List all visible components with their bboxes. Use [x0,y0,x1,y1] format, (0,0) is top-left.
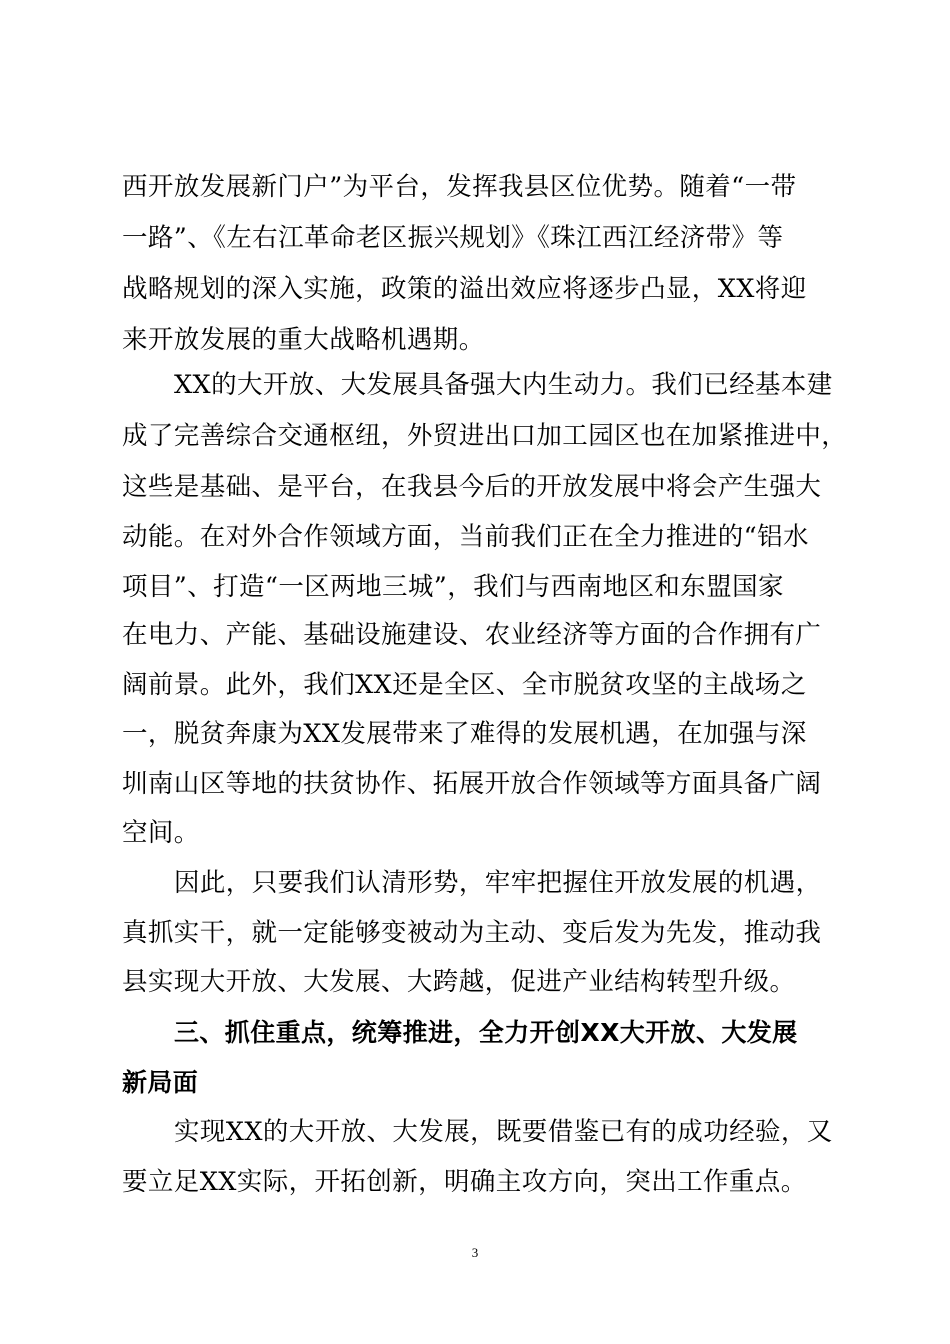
section-heading-line-1: 三、抓住重点，统筹推进，全力开创XX大开放、大发展 [174,1018,798,1047]
section-heading-line-2: 新局面 [122,1068,199,1097]
text-line-13: 圳南山区等地的扶贫协作、拓展开放合作领域等方面具备广阔 [122,769,822,799]
text-line-5: XX的大开放、大发展具备强大内生动力。我们已经基本建 [174,370,833,400]
text-line-16: 真抓实干，就一定能够变被动为主动、变后发为先发，推动我 [122,918,822,948]
text-line-2: 一路”、《左右江革命老区振兴规划》《珠江西江经济带》等 [122,223,784,253]
text-line-10: 在电力、产能、基础设施建设、农业经济等方面的合作拥有广 [122,620,822,650]
text-line-9: 项目”、打造“一区两地三城”，我们与西南地区和东盟国家 [122,572,784,602]
text-line-12: 一，脱贫奔康为XX发展带来了难得的发展机遇，在加强与深 [122,719,807,749]
text-line-19: 要立足XX实际，开拓创新，明确主攻方向，突出工作重点。 [122,1167,807,1197]
text-line-17: 县实现大开放、大发展、大跨越，促进产业结构转型升级。 [122,967,796,997]
text-line-3: 战略规划的深入实施，政策的溢出效应将逐步凸显，XX将迎 [122,274,807,304]
text-line-7: 这些是基础、是平台，在我县今后的开放发展中将会产生强大 [122,472,822,502]
page-number: 3 [471,1245,479,1260]
text-line-8: 动能。在对外合作领域方面，当前我们正在全力推进的“铝水 [122,522,809,552]
text-line-6: 成了完善综合交通枢纽，外贸进出口加工园区也在加紧推进中， [122,421,848,451]
text-line-18: 实现XX的大开放、大发展，既要借鉴已有的成功经验，又 [174,1117,833,1147]
text-line-1: 西开放发展新门户”为平台，发挥我县区位优势。随着“一带 [122,172,797,202]
text-line-4: 来开放发展的重大战略机遇期。 [122,325,485,355]
text-line-14: 空间。 [122,818,200,848]
text-line-15: 因此，只要我们认清形势，牢牢把握住开放发展的机遇， [174,868,822,898]
text-line-11: 阔前景。此外，我们XX还是全区、全市脱贫攻坚的主战场之 [122,670,807,700]
